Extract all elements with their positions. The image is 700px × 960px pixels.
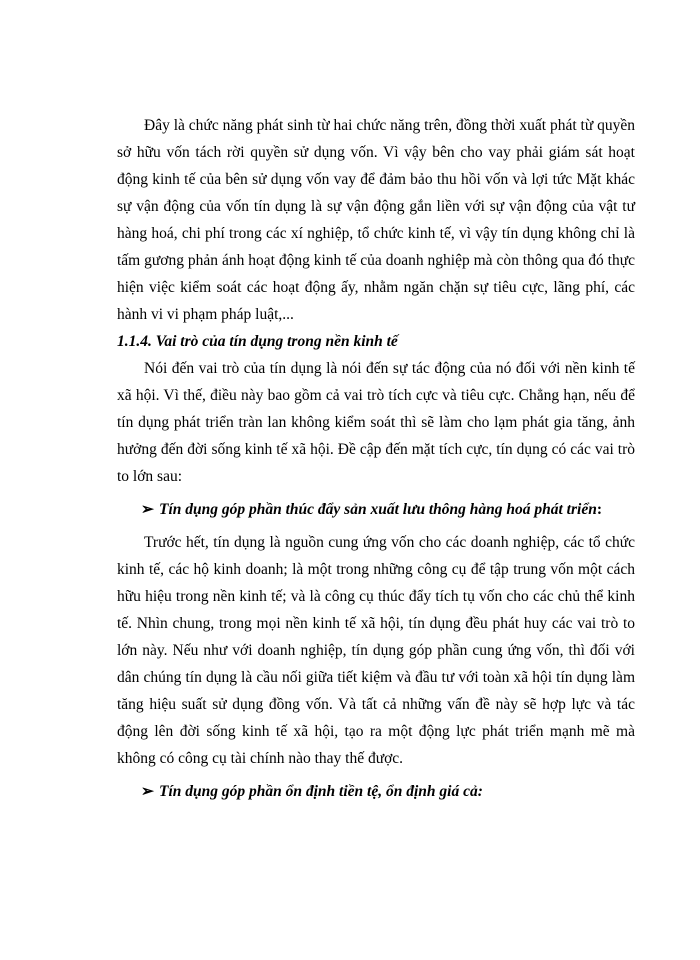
document-body <box>117 112 635 805</box>
arrow-bullet-icon: ➢ <box>141 783 154 800</box>
paragraph-capital-supply: Trước hết, tín dụng là nguồn cung ứng vốn cho các doanh nghiệp, các tổ chức kinh tế, các hộ kinh doanh; là một trong những công cụ để tập trung vốn một cách hữu hiệu trong nền kinh tế; và là công cụ thúc đẩy tích tụ vốn cho các chủ thể kinh tế. Nhìn chung, trong mọi nền kinh tế xã hội, tín dụng đều phát huy các vai trò to lớn này. Nếu như với doanh nghiệp, tín dụng góp phần cung ứng vốn, thì đối với dân chúng tín dụng là cầu nối giữa tiết kiệm và đầu tư với toàn xã hội tín dụng làm tăng hiệu suất sử dụng đồng vốn. Và tất cả những vấn đề này sẽ hợp lực và tác động lên đời sống kinh tế xã hội, tạo ra một động lực phát triển mạnh mẽ mà không có công cụ tài chính nào thay thế được. <box>117 534 635 767</box>
paragraph-supervision-function: Đây là chức năng phát sinh từ hai chức năng trên, đồng thời xuất phát từ quyền sở hữu vốn tách rời quyền sử dụng vốn. Vì vậy bên cho vay phải giám sát hoạt động kinh tế của bên sử dụng vốn vay để đảm bảo thu hồi vốn và lợi tức Mặt khác sự vận động của vốn tín dụng là sự vận động gắn liền với sự vận động của vật tư hàng hoá, chi phí trong các xí nghiệp, tổ chức kinh tế, vì vậy tín dụng không chỉ là tấm gương phản ánh hoạt động kinh tế của doanh nghiệp mà còn thông qua đó thực hiện việc kiểm soát các hoạt động ấy, nhằm ngăn chặn sự tiêu cực, lãng phí, các hành vi vi phạm pháp luật,... <box>117 117 635 323</box>
section-heading: 1.1.4. Vai trò của tín dụng trong nền kinh tế <box>117 333 398 350</box>
bullet-production-circulation <box>117 496 635 523</box>
paragraph-role-intro: Nói đến vai trò của tín dụng là nói đến sự tác động của nó đối với nền kinh tế xã hội. Vì thế, điều này bao gồm cả vai trò tích cực và tiêu cực. Chẳng hạn, nếu để tín dụng phát triển tràn lan không kiểm soát thì sẽ làm cho lạm phát gia tăng, ảnh hưởng đến đời sống kinh tế xã hội. Đề cập đến mặt tích cực, tín dụng có các vai trò to lớn sau: <box>117 360 635 485</box>
bullet-colon: : <box>596 501 603 518</box>
bullet-text: Tín dụng góp phần thúc đẩy sản xuất lưu thông hàng hoá phát triển <box>159 501 597 518</box>
arrow-bullet-icon: ➢ <box>141 501 154 518</box>
bullet-currency-stability <box>117 778 635 805</box>
bullet-text: Tín dụng góp phần ổn định tiền tệ, ổn định giá cả: <box>159 783 483 800</box>
